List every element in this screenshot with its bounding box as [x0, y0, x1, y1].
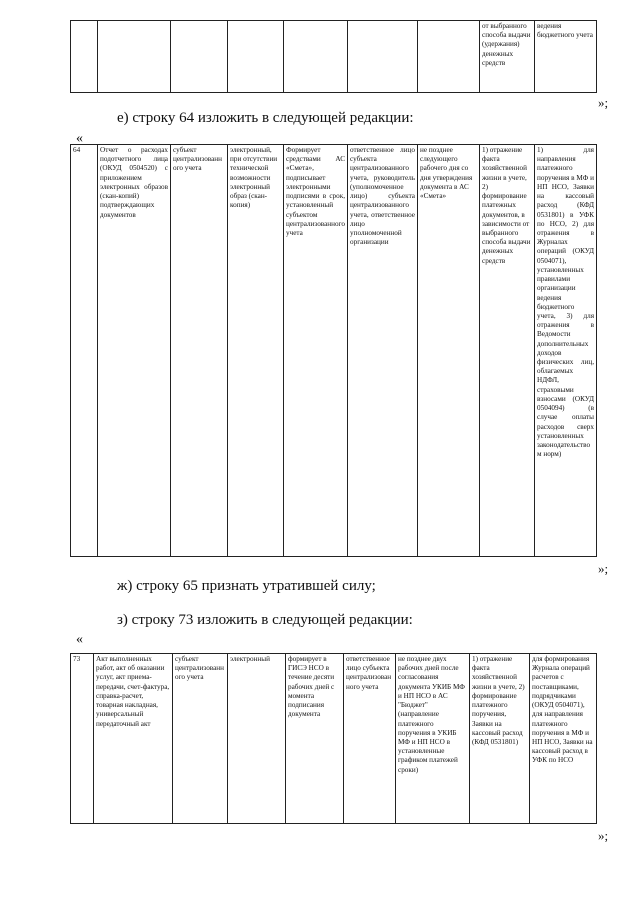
table-cell [228, 21, 284, 93]
responsible-person: ответственное лицо субъекта централизованного учета, руководитель (уполномоченное лицо) субъекта централизованного учета, ответственное лицо уполномоченной организации [348, 145, 418, 557]
quote-close: »; [598, 828, 609, 843]
quote-close: »; [598, 95, 609, 110]
usage: 1) для направления платежного поручения в МФ и НП НСО, Заявки на кассовый расход (КФД 0531801) в УФК по НСО, 2) для отражения в Журналах операций (ОКУД 0504071), установленных правилами организации ведения бюджетного учета, 3) для отражения в Ведомости дополнительных доходов физических лиц, облагаемых НДФЛ, страховыми взносами (ОКУД 0504094) (в случае оплаты расходов сверх установленных законодательством норм) [535, 145, 597, 557]
usage: для формирования Журнала операций расчетов с поставщиками, подрядчиками (ОКУД 0504071), для направления платежного поручения в МФ и НП НСО, Заявки на кассовый расход в УФК по НСО [530, 654, 597, 824]
document-name: Отчет о расходах подотчетного лица (ОКУД 0504520) с приложением электронных образов (скан-копий) подтверждающих документов [98, 145, 171, 557]
document-format: электронный, при отсутствии технической возможности электронный образ (скан-копия) [228, 145, 284, 557]
table-cell [98, 21, 171, 93]
paragraph-z: з) строку 73 изложить в следующей редакции: [117, 612, 413, 628]
table-row [71, 21, 597, 93]
table-cell [284, 21, 348, 93]
row-number: 64 [71, 145, 98, 557]
quote-open: « [76, 131, 83, 146]
quote-close: »; [598, 561, 609, 576]
document-action: Формирует средствами АС «Смета», подписывает электронными подписями в срок, установленный субъектом централизованного учета [284, 145, 348, 557]
deadline: не позднее следующего рабочего дня со дня утверждения документа в АС «Смета» [418, 145, 480, 557]
document-format: электронный [228, 654, 286, 824]
document-name: Акт выполненных работ, акт об оказании услуг, акт приема-передачи, счет-фактура, справка-расчет, товарная накладная, универсальный передаточный акт [94, 654, 173, 824]
table-cell [348, 21, 418, 93]
quote-open: « [76, 632, 83, 647]
table-row-64 [70, 144, 597, 557]
table-cell: ведения бюджетного учета [535, 21, 597, 93]
table-cell [71, 21, 98, 93]
table-row [71, 145, 597, 557]
table-row [71, 654, 597, 824]
document-creator: субъект централизованного учета [173, 654, 228, 824]
paragraph-e: е) строку 64 изложить в следующей редакции: [117, 110, 414, 126]
row-number: 73 [71, 654, 94, 824]
responsible-person: ответственное лицо субъекта централизованного учета [344, 654, 396, 824]
paragraph-zh: ж) строку 65 признать утратившей силу; [117, 578, 376, 594]
purpose: 1) отражение факта хозяйственной жизни в учете, 2) формирование платежного поручения, Заявки на кассовый расход (КФД 0531801) [470, 654, 530, 824]
document-creator: субъект централизованного учета [171, 145, 228, 557]
table-cell [171, 21, 228, 93]
deadline: не позднее двух рабочих дней после согласования документа УКИБ МФ и НП НСО в АС "Бюджет" (направление платежного поручения в УКИБ МФ и НП НСО в установленные графиком платежей сроки) [396, 654, 470, 824]
table-cell: от выбранного способа выдачи (удержания) денежных средств [480, 21, 535, 93]
table-cell [418, 21, 480, 93]
table-row-73 [70, 653, 597, 824]
document-action: формирует в ГИСЭ НСО в течение десяти рабочих дней с момента подписания документа [286, 654, 344, 824]
top-table [70, 20, 597, 93]
purpose: 1) отражение факта хозяйственной жизни в учете, 2) формирование платежных документов, в зависимости от выбранного способа выдачи денежных средств [480, 145, 535, 557]
